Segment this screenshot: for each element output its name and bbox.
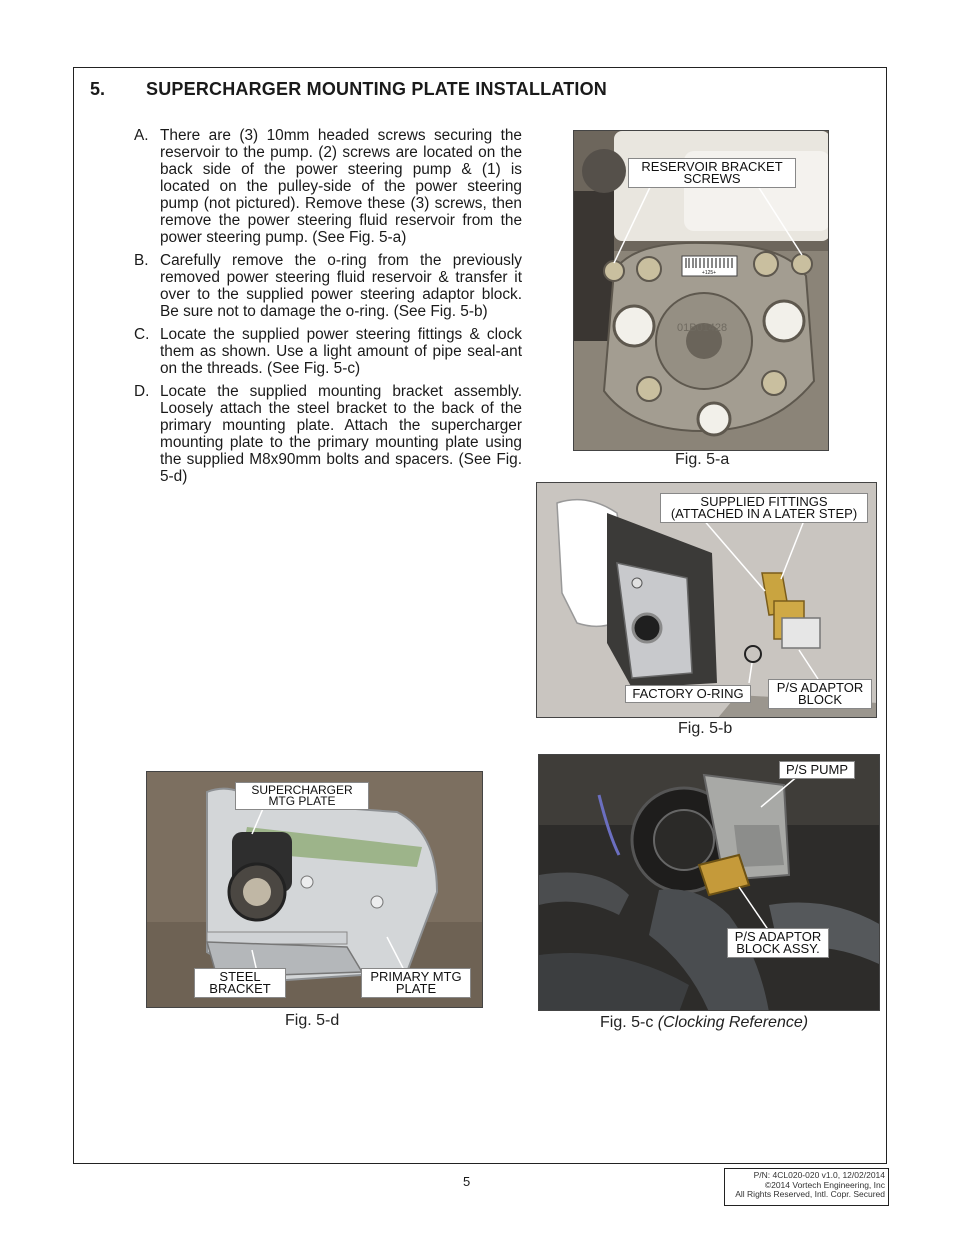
callout-supercharger-mtg-plate: SUPERCHARGER MTG PLATE	[235, 782, 369, 810]
fig-5c-caption-main: Fig. 5-c	[600, 1014, 654, 1031]
barcode-text: +125+	[701, 270, 717, 276]
fig-5c-caption-note: (Clocking Reference)	[657, 1014, 809, 1031]
step-d	[134, 383, 522, 485]
callout-reservoir-screws: RESERVOIR BRACKET SCREWS	[628, 158, 796, 188]
step-text: Locate the supplied power steering fittings & clock them as shown. Use a light amount of pipe seal-ant on the threads. (See Fig. 5-c)	[160, 326, 522, 377]
step-text: Locate the supplied mounting bracket assembly. Loosely attach the steel bracket to the back of the primary mounting plate. Attach the supercharger mounting plate to the primary mounting plate using the supplied M8x90mm bolts and spacers. (See Fig. 5-d)	[160, 383, 522, 485]
footer-copyright: ©2014 Vortech Engineering, Inc	[764, 1179, 885, 1190]
step-text: Carefully remove the o-ring from the previously removed power steering fluid reservoir & transfer it over to the supplied power steering adaptor block. Be sure not to damage the o-ring. (See Fig. 5-b)	[160, 252, 522, 320]
step-b	[134, 252, 522, 320]
fig-5a-caption: Fig. 5-a	[675, 451, 730, 468]
step-letter: D.	[134, 383, 150, 400]
callout-ps-adaptor-block-assy: P/S ADAPTOR BLOCK ASSY.	[727, 928, 829, 958]
callout-steel-bracket: STEEL BRACKET	[194, 968, 286, 998]
fig-5d-photo	[146, 771, 483, 1008]
part-stamp: 01B01428	[677, 322, 728, 334]
callout-factory-oring: FACTORY O-RING	[625, 685, 751, 703]
step-letter: C.	[134, 326, 150, 343]
callout-ps-pump: P/S PUMP	[779, 761, 855, 779]
callout-ps-adaptor-block: P/S ADAPTOR BLOCK	[768, 679, 872, 709]
footer-part-number: P/N: 4CL020-020 v1.0, 12/02/2014	[753, 1170, 885, 1180]
callout-supplied-fittings: SUPPLIED FITTINGS (ATTACHED IN A LATER STEP)	[660, 493, 868, 523]
step-letter: A.	[134, 127, 149, 144]
step-a	[134, 127, 522, 246]
page-number: 5	[463, 1174, 471, 1189]
fig-5c-photo	[538, 754, 880, 1011]
section-number: 5.	[90, 79, 106, 99]
step-letter: B.	[134, 252, 149, 269]
instruction-steps	[134, 127, 522, 491]
callout-primary-mtg-plate: PRIMARY MTG PLATE	[361, 968, 471, 998]
fig-5b-photo	[536, 482, 877, 718]
fig-5d-caption: Fig. 5-d	[285, 1012, 340, 1029]
fig-5c-caption	[600, 1014, 808, 1032]
fig-5a-photo	[573, 130, 829, 451]
footer-rights: All Rights Reserved, Intl. Copr. Secured	[735, 1189, 885, 1199]
step-c	[134, 326, 522, 377]
step-text: There are (3) 10mm headed screws securing the reservoir to the pump. (2) screws are located on the back side of the power steering pump & (1) is located on the pulley-side of the power steering pump (not pictured). Remove these (3) screws, then remove the power steering fluid reservoir from the power steering pump. (See Fig. 5-a)	[160, 127, 522, 246]
fig-5b-caption: Fig. 5-b	[678, 720, 733, 737]
section-title: SUPERCHARGER MOUNTING PLATE INSTALLATION	[146, 79, 607, 99]
footer-copyright-box	[724, 1168, 889, 1206]
